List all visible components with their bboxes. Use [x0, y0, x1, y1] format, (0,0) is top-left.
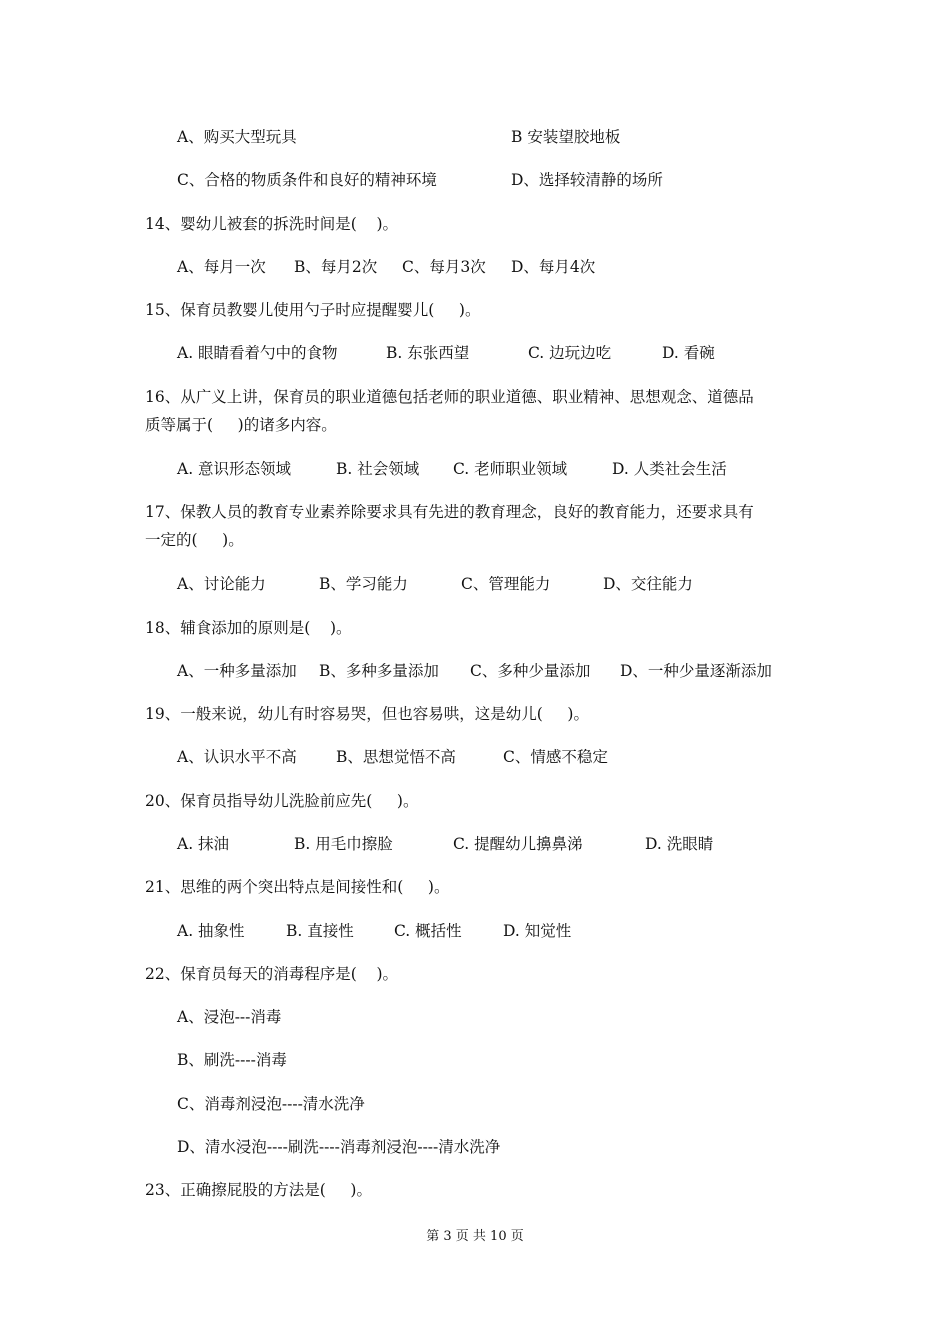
- q15-option-d: D. 看碗: [662, 344, 715, 362]
- q15-option-a: A. 眼睛看着勺中的食物: [177, 344, 338, 362]
- q15-option-b: B. 东张西望: [386, 344, 470, 362]
- q13-option-b: B 安装望胶地板: [511, 128, 621, 146]
- q22-question: 22、保育员每天的消毒程序是( )。: [145, 965, 399, 983]
- q20-option-a: A. 抹油: [177, 835, 230, 853]
- q20-question: 20、保育员指导幼儿洗脸前应先( )。: [145, 792, 419, 810]
- q17-question-line2: 一定的( )。: [145, 531, 244, 549]
- q19-question: 19、一般来说，幼儿有时容易哭，但也容易哄，这是幼儿( )。: [145, 705, 589, 723]
- q18-option-a: A、一种多量添加: [177, 662, 297, 680]
- q16-question-line2: 质等属于( )的诸多内容。: [145, 416, 337, 434]
- q18-option-c: C、多种少量添加: [470, 662, 591, 680]
- q19-option-a: A、认识水平不高: [177, 748, 297, 766]
- q18-option-b: B、多种多量添加: [319, 662, 439, 680]
- q22-option-a: A、浸泡---消毒: [177, 1008, 282, 1026]
- q14-option-d: D、每月4次: [511, 258, 596, 276]
- q21-option-c: C. 概括性: [394, 922, 462, 940]
- q13-option-a: A、购买大型玩具: [177, 128, 297, 146]
- q21-option-d: D. 知觉性: [503, 922, 572, 940]
- q14-option-b: B、每月2次: [294, 258, 378, 276]
- q15-question: 15、保育员教婴儿使用勺子时应提醒婴儿( )。: [145, 301, 481, 319]
- q16-option-d: D. 人类社会生活: [612, 460, 727, 478]
- q15-option-c: C. 边玩边吃: [528, 344, 612, 362]
- q14-option-c: C、每月3次: [402, 258, 486, 276]
- q16-option-a: A. 意识形态领域: [177, 460, 292, 478]
- q17-option-b: B、学习能力: [319, 575, 408, 593]
- q21-question: 21、思维的两个突出特点是间接性和( )。: [145, 878, 450, 896]
- q22-option-d: D、清水浸泡----刷洗----消毒剂浸泡----清水洗净: [177, 1138, 501, 1156]
- q18-question: 18、辅食添加的原则是( )。: [145, 619, 352, 637]
- q21-option-a: A. 抽象性: [177, 922, 245, 940]
- q20-option-d: D. 洗眼睛: [645, 835, 714, 853]
- q19-option-c: C、情感不稳定: [503, 748, 608, 766]
- q17-question-line1: 17、保教人员的教育专业素养除要求具有先进的教育理念，良好的教育能力，还要求具有: [145, 503, 754, 521]
- q14-option-a: A、每月一次: [177, 258, 266, 276]
- q22-option-c: C、消毒剂浸泡----清水洗净: [177, 1095, 365, 1113]
- q17-option-c: C、管理能力: [461, 575, 551, 593]
- q20-option-c: C. 提醒幼儿擤鼻涕: [453, 835, 583, 853]
- q20-option-b: B. 用毛巾擦脸: [294, 835, 393, 853]
- q13-option-d: D、选择较清静的场所: [511, 171, 663, 189]
- q14-question: 14、婴幼儿被套的拆洗时间是( )。: [145, 215, 399, 233]
- q22-option-b: B、刷洗----消毒: [177, 1051, 287, 1069]
- q17-option-d: D、交往能力: [603, 575, 693, 593]
- q19-option-b: B、思想觉悟不高: [336, 748, 456, 766]
- q21-option-b: B. 直接性: [286, 922, 354, 940]
- q16-option-b: B. 社会领域: [336, 460, 420, 478]
- q16-question-line1: 16、从广义上讲，保育员的职业道德包括老师的职业道德、职业精神、思想观念、道德品: [145, 388, 754, 406]
- page-number-footer: 第 3 页 共 10 页: [426, 1229, 524, 1244]
- q18-option-d: D、一种少量逐渐添加: [620, 662, 772, 680]
- q13-option-c: C、合格的物质条件和良好的精神环境: [177, 171, 437, 189]
- q23-question: 23、正确擦屁股的方法是( )。: [145, 1181, 372, 1199]
- q17-option-a: A、讨论能力: [177, 575, 266, 593]
- q16-option-c: C. 老师职业领域: [453, 460, 568, 478]
